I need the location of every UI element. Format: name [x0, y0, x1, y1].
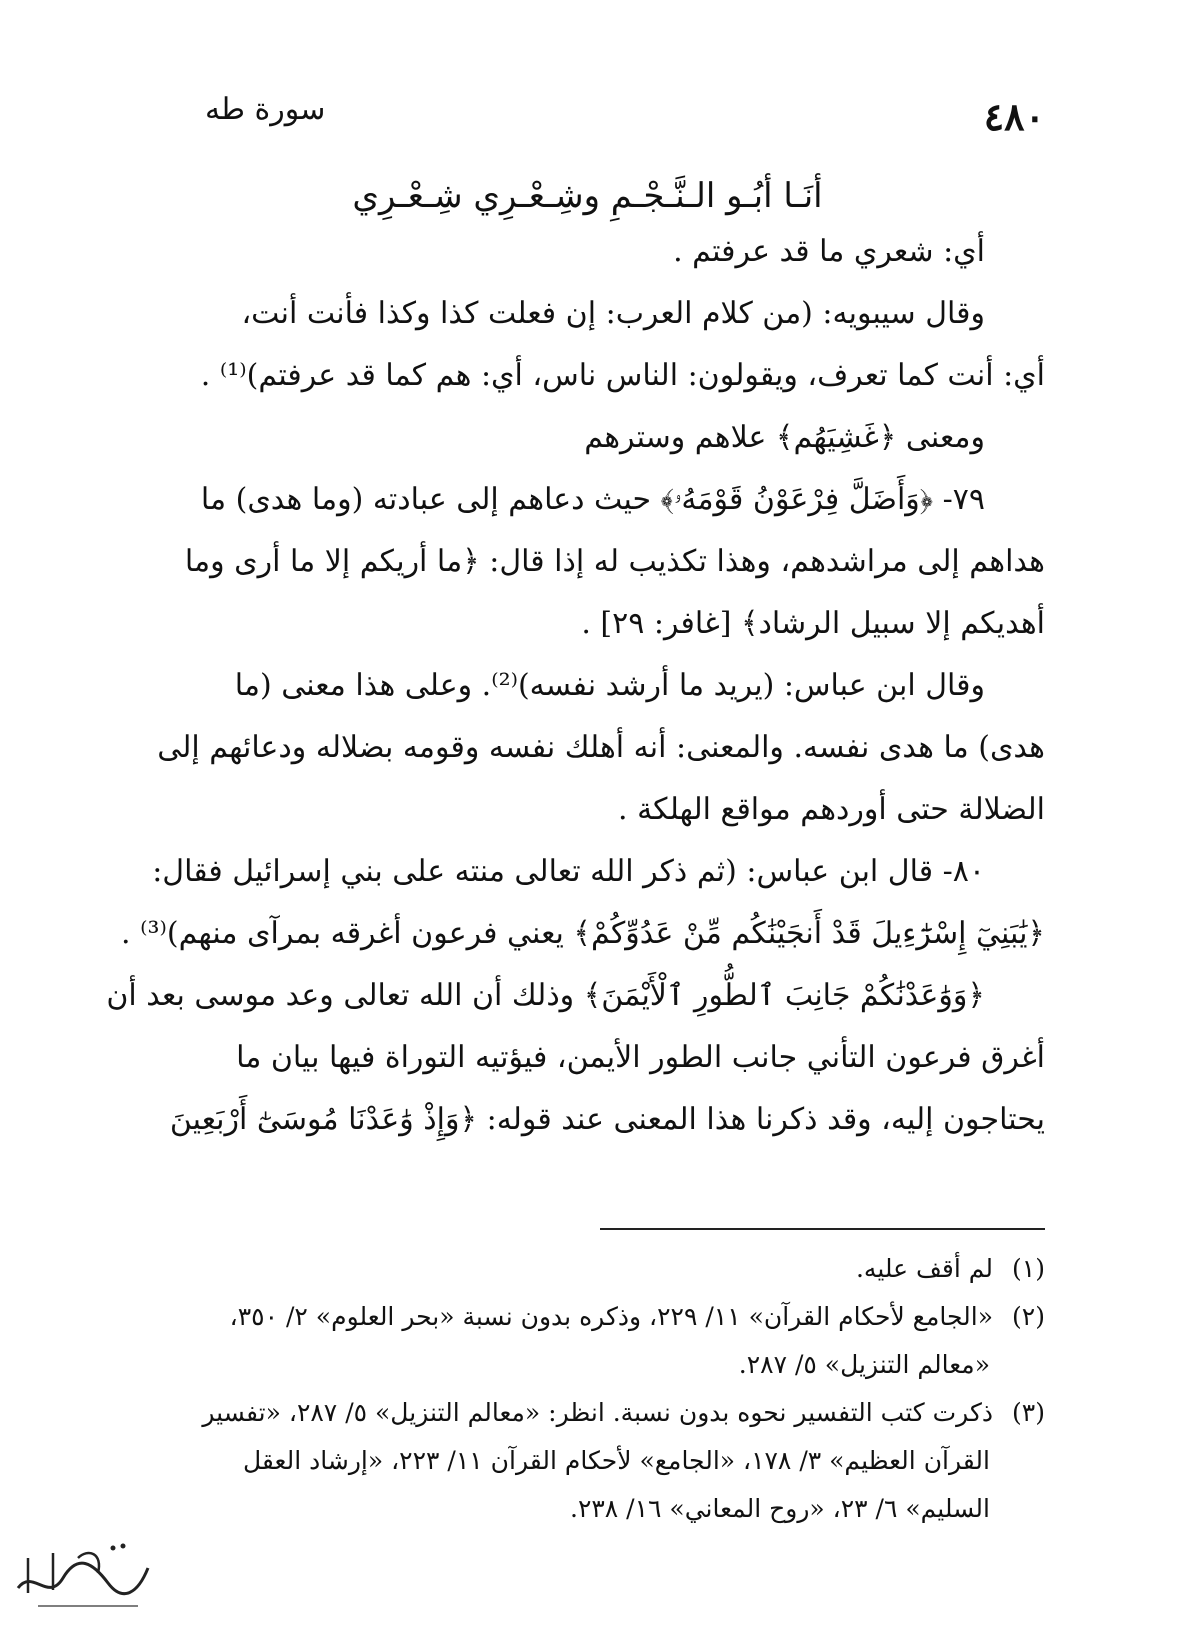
footnote-number: (٢) — [1012, 1302, 1045, 1331]
text-line: الضلالة حتى أوردهم مواقع الهلكة . — [618, 792, 1045, 827]
footnote-number: (٣) — [1012, 1398, 1045, 1427]
footnote-text: ذكرت كتب التفسير نحوه بدون نسبة. انظر: «معالم التنزيل» ٥/ ٢٨٧، «تفسير — [202, 1398, 993, 1427]
main-text — [106, 168, 1045, 1154]
footnote-continuation: القرآن العظيم» ٣/ ١٧٨، «الجامع» لأحكام القرآن ١١/ ٢٢٣، «إرشاد العقل — [242, 1446, 990, 1475]
text-line: ومعنى ﴿غَشِيَهُم﴾ علاهم وسترهم — [584, 420, 985, 455]
page-number: ٤٨٠ — [983, 94, 1045, 139]
text-line: هداهم إلى مراشدهم، وهذا تكذيب له إذا قال: ﴿ما أريكم إلا ما أرى وما — [184, 544, 1045, 579]
text-line: أهديكم إلا سبيل الرشاد﴾ [غافر: ٢٩] . — [581, 606, 1045, 641]
footnote — [130, 1245, 1045, 1293]
footnote — [130, 1389, 1045, 1437]
text-line: أي: أنت كما تعرف، ويقولون: الناس ناس، أي: هم كما قد عرفتم)⁽¹⁾ . — [200, 358, 1045, 393]
text-line: هدى) ما هدى نفسه. والمعنى: أنه أهلك نفسه وقومه بضلاله ودعائهم إلى — [157, 730, 1045, 765]
text-line: ﴿يَٰبَنِيٓ إِسْرَٰٓءِيلَ قَدْ أَنجَيْنَٰكُم مِّنْ عَدُوِّكُمْ﴾ يعني فرعون أغرقه بمرآى منهم)⁽³⁾ . — [121, 916, 1045, 951]
footnote-text: لم أقف عليه. — [855, 1254, 993, 1283]
poem-verse: أنَـا أبُـو الـنَّـجْـمِ وشِـعْـرِي شِـعْـرِي — [352, 176, 823, 216]
text-line: ﴿وَوَٰعَدْنَٰكُمْ جَانِبَ ٱلطُّورِ ٱلْأَيْمَنَ﴾ وذلك أن الله تعالى وعد موسى بعد أن — [106, 978, 985, 1013]
publisher-logo — [8, 1528, 158, 1618]
footnote-continuation: السليم» ٦/ ٢٣، «روح المعاني» ١٦/ ٢٣٨. — [569, 1494, 990, 1523]
footnote-continuation: «معالم التنزيل» ٥/ ٢٨٧. — [738, 1350, 990, 1379]
text-line: أي: شعري ما قد عرفتم . — [673, 234, 985, 269]
text-line: وقال ابن عباس: (يريد ما أرشد نفسه)⁽²⁾. وعلى هذا معنى (ما — [234, 668, 985, 703]
page-header — [0, 88, 1185, 138]
footnote-text: «الجامع لأحكام القرآن» ١١/ ٢٢٩، وذكره بدون نسبة «بحر العلوم» ٢/ ٣٥٠، — [229, 1302, 993, 1331]
text-line: وقال سيبويه: (من كلام العرب: إن فعلت كذا وكذا فأنت أنت، — [241, 296, 985, 331]
footnote-separator — [600, 1228, 1045, 1230]
footnote — [130, 1293, 1045, 1341]
text-line: ٧٩- ﴿وَأَضَلَّ فِرْعَوْنُ قَوْمَهُۥ﴾ حيث دعاهم إلى عبادته (وما هدى) ما — [200, 482, 985, 517]
text-line: ٨٠- قال ابن عباس: (ثم ذكر الله تعالى منته على بني إسرائيل فقال: — [152, 854, 985, 889]
text-line: أغرق فرعون التأني جانب الطور الأيمن، فيؤتيه التوراة فيها بيان ما — [236, 1040, 1045, 1075]
footnotes — [130, 1245, 1045, 1533]
surah-title: سورة طه — [205, 92, 326, 127]
footnote-number: (١) — [1012, 1254, 1045, 1283]
text-line: يحتاجون إليه، وقد ذكرنا هذا المعنى عند قوله: ﴿وَإِذْ وَٰعَدْنَا مُوسَىٰٓ أَرْبَعِينَ — [169, 1102, 1045, 1137]
